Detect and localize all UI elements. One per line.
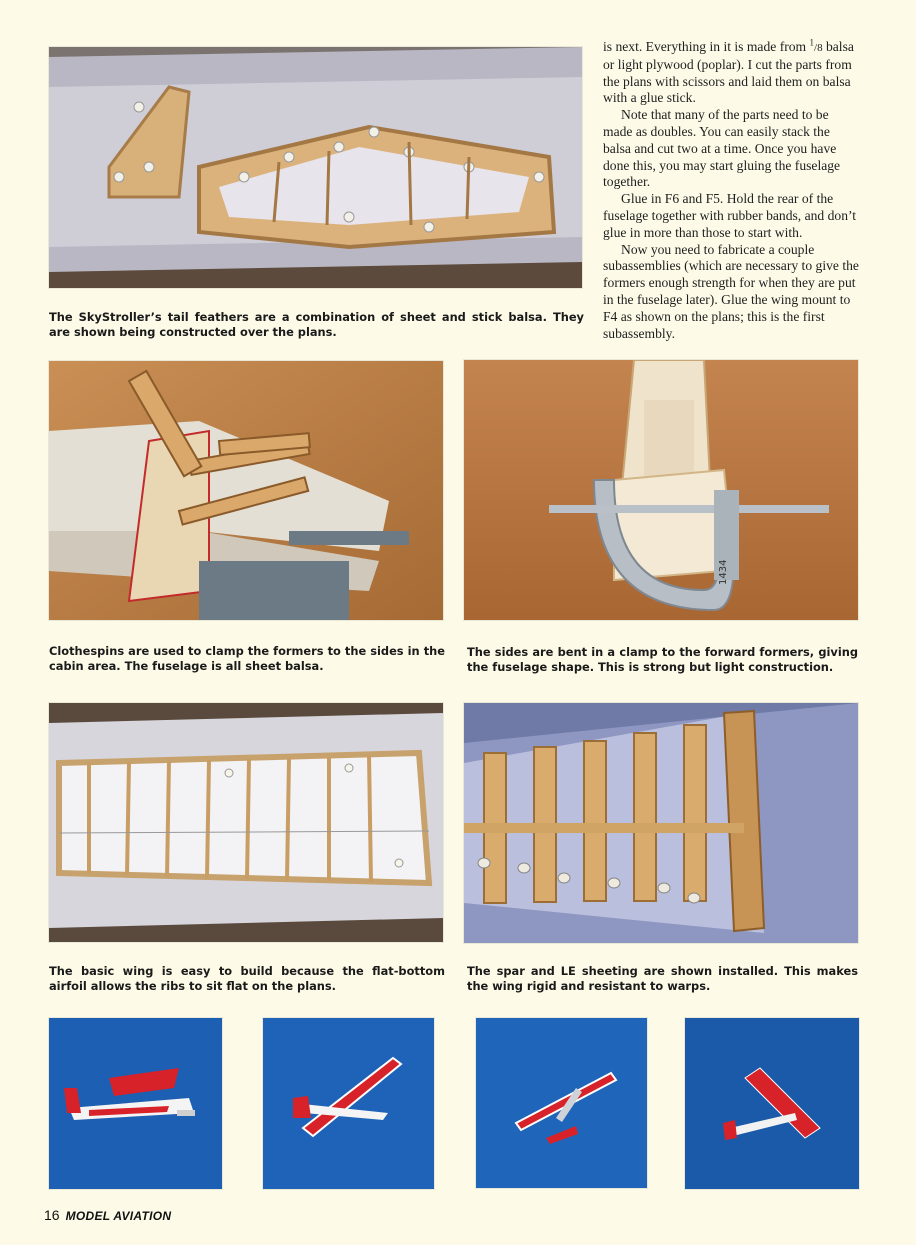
article-paragraph: Note that many of the parts need to be made as doubles. You can easily stack the balsa and cut two at a time. Once you have done this, you may start gluing the fuselage together. (603, 107, 841, 190)
clothespins-caption: Clothespins are used to clamp the formers to the sides in the cabin area. The fuselage is all sheet balsa. (49, 644, 445, 673)
wing-ribs-photo (49, 703, 443, 942)
article-body (603, 39, 859, 342)
clamp-number: 1434 (718, 559, 729, 585)
flight-photo-4 (685, 1018, 859, 1189)
flight-photo-1 (49, 1018, 222, 1189)
wing-spar-photo (464, 703, 858, 943)
c-clamp-fuselage-photo (464, 360, 858, 620)
clothespins-fuselage-photo (49, 361, 443, 620)
article-paragraph: Glue in F6 and F5. Hold the rear of the fuselage together with rubber bands, and don’t glue in more than those to start with. (603, 191, 857, 240)
magazine-name: MODEL AVIATION (65, 1209, 172, 1223)
page-number: 16 (44, 1207, 60, 1223)
tail-feathers-caption: The SkyStroller’s tail feathers are a combination of sheet and stick balsa. They are shown being constructed over the plans. (49, 310, 584, 339)
wing-caption: The basic wing is easy to build because the flat-bottom airfoil allows the ribs to sit flat on the plans. (49, 964, 445, 993)
page-footer (44, 1207, 171, 1223)
tail-feathers-photo (49, 47, 582, 288)
article-paragraph: is next. Everything in it is made from $^1$/8 balsa or light plywood (poplar). I cut the parts from the plans with scissors and laid them on balsa with a glue stick. (603, 37, 854, 106)
spar-caption: The spar and LE sheeting are shown installed. This makes the wing rigid and resistant to warps. (467, 964, 858, 993)
flight-photo-3 (476, 1018, 647, 1188)
flight-photo-2 (263, 1018, 434, 1189)
clamp-caption: The sides are bent in a clamp to the forward formers, giving the fuselage shape. This is strong but light construction. (467, 645, 858, 674)
article-paragraph: Now you need to fabricate a couple subassemblies (which are necessary to give the formers enough strength for when they are put in the fuselage later). Glue the wing mount to F4 as shown on the plans; this is the first subassembly. (603, 241, 859, 341)
